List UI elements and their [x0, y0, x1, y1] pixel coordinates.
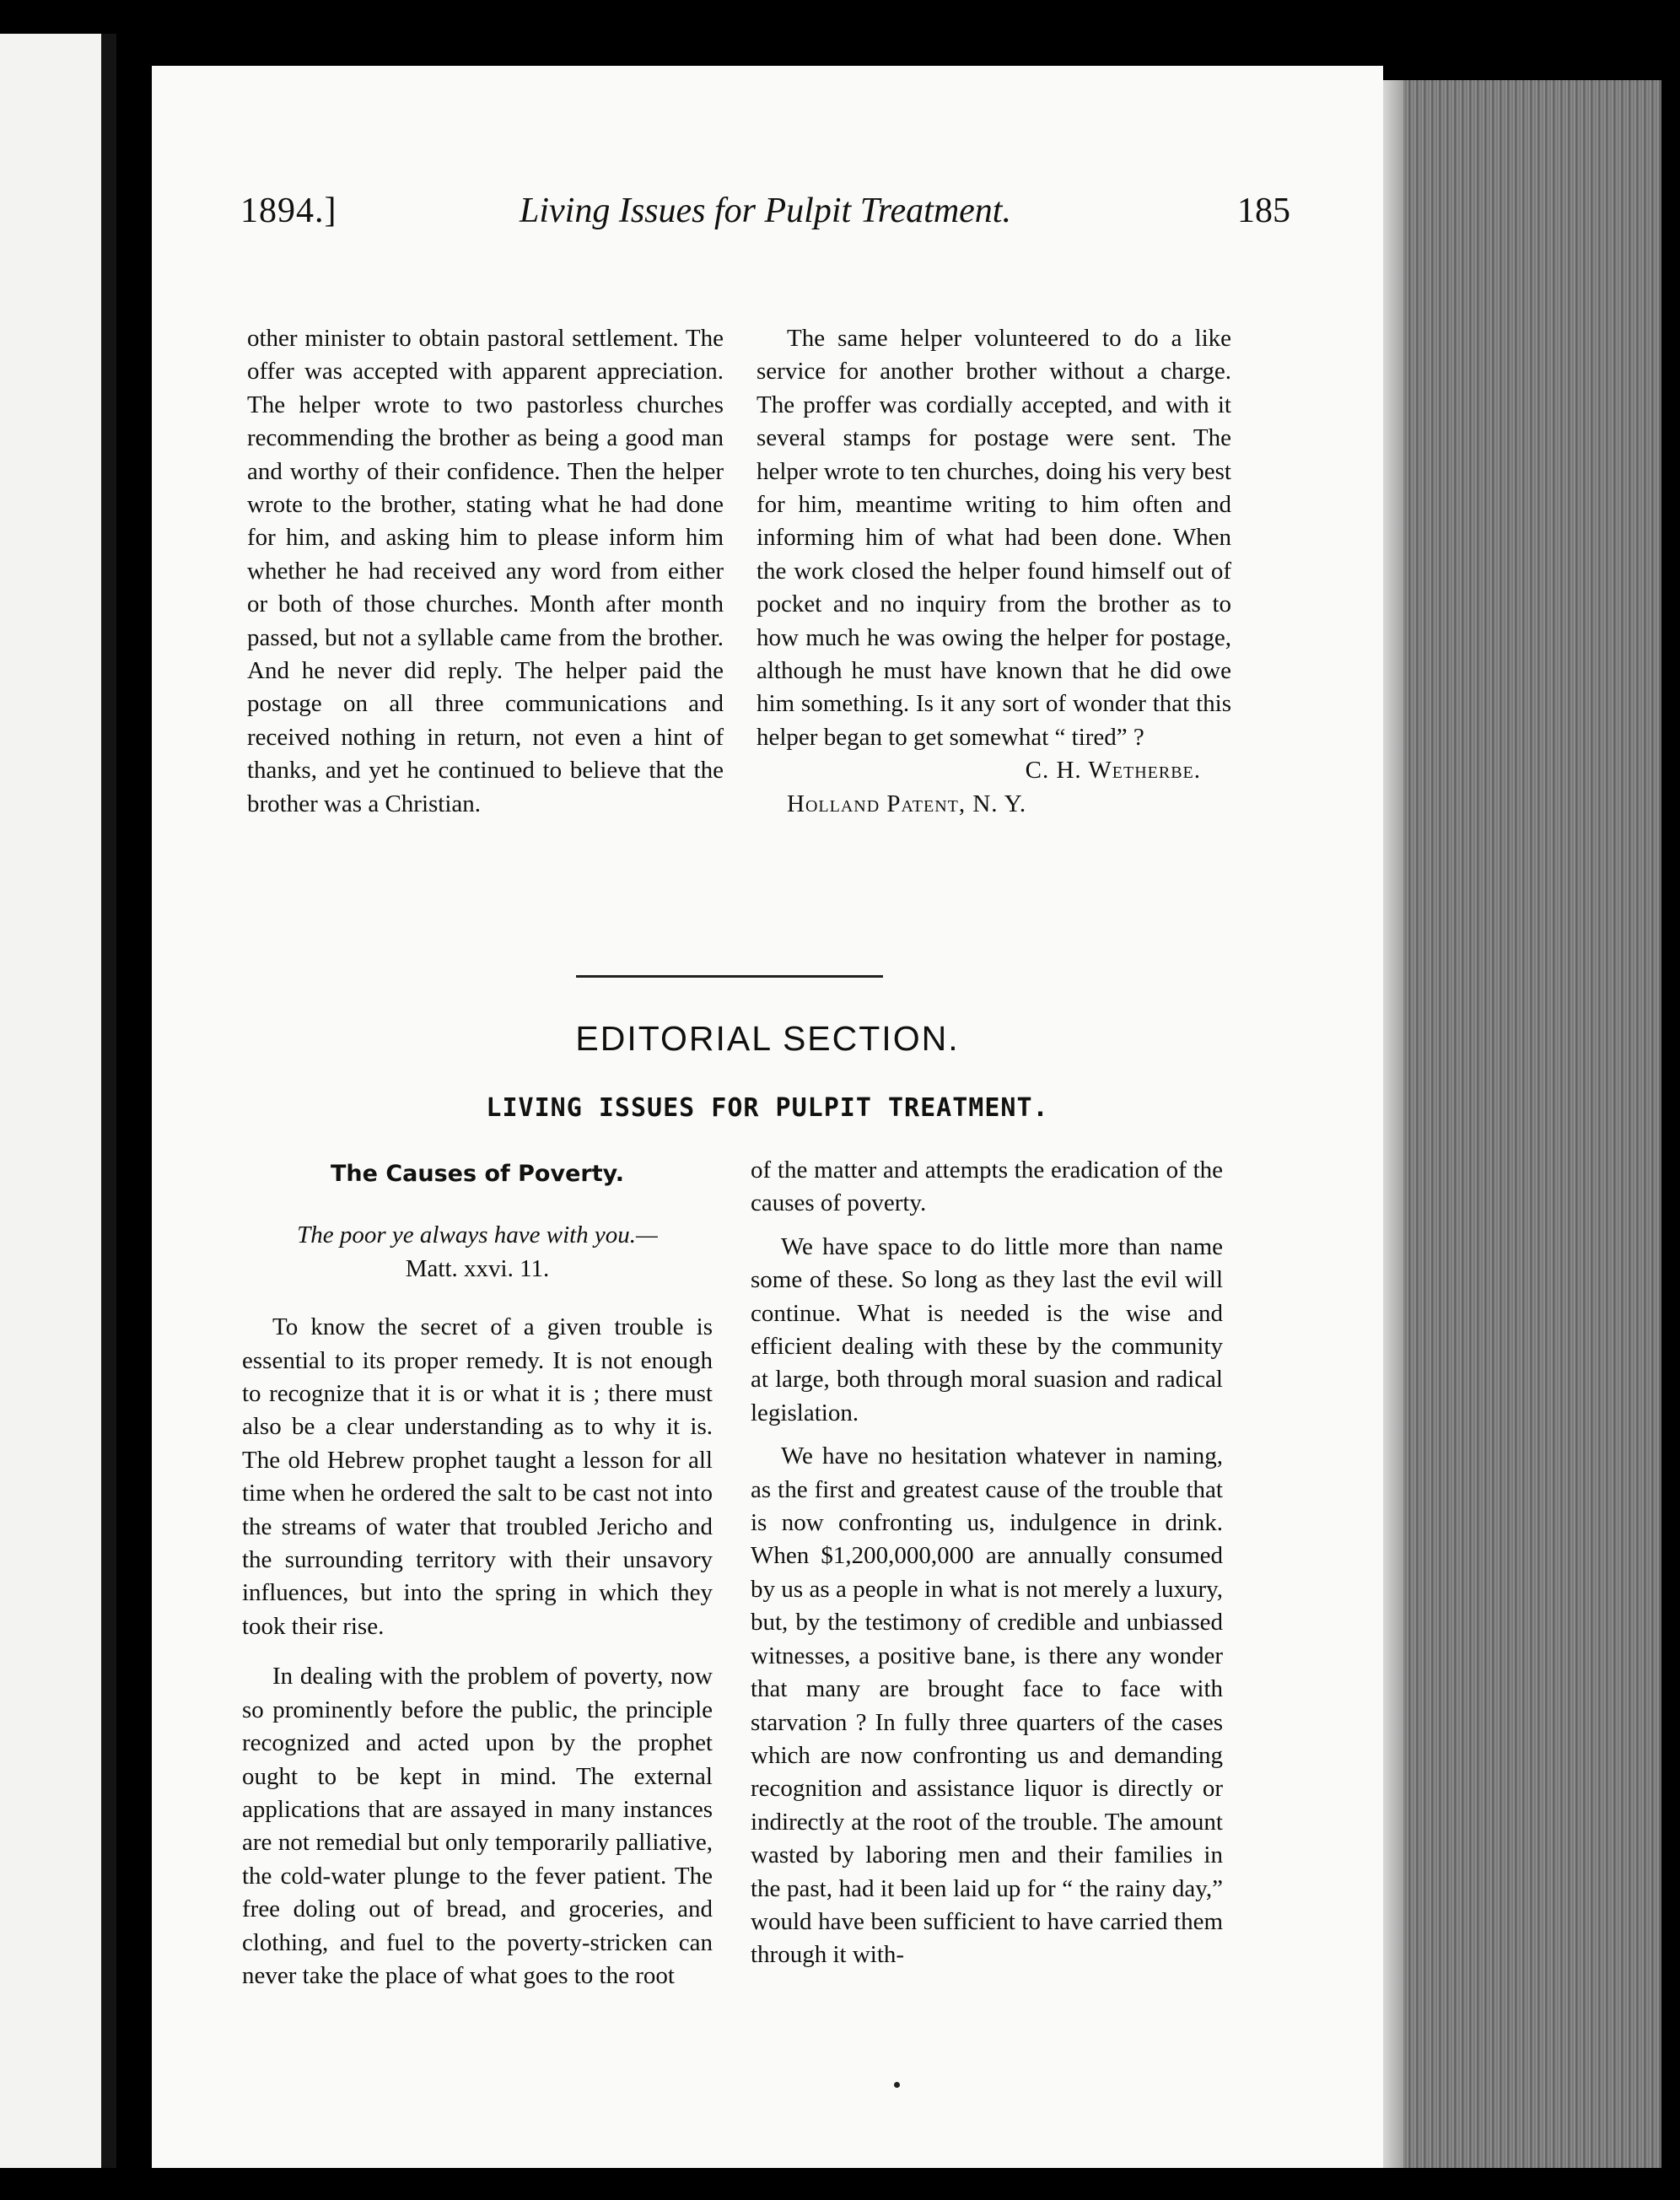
facing-page-edge [0, 34, 116, 2168]
bottom-right-column [751, 1154, 1223, 1972]
paragraph: We have space to do little more than name some of these. So long as they last the evil will continue. What is needed is the wise and efficient dealing with these by the community at large, both through moral suasion and radical legislation. [751, 1232, 1223, 1426]
page-number: 185 [1237, 191, 1290, 230]
paragraph: other minister to obtain pastoral settlement. The offer was accepted with apparent appreciation. The helper wrote to two pastorless churches recommending the brother as being a good man and worthy of their confidence. Then the helper wrote to the brother, stating what he had done for him, and asking him to please inform him whether he had received any word from either or both of those churches. Month after month passed, but not a syllable came from the brother. And he never did reply. The helper paid the postage on all three communications and received nothing in return, not even a hint of thanks, and yet he continued to believe that the brother was a Christian. [247, 325, 724, 817]
top-right-column [757, 322, 1231, 821]
section-divider [576, 975, 883, 978]
scan-border [0, 2168, 1680, 2200]
paragraph: The same helper volunteered to do a like service for another brother without a charge. The proffer was cordially accepted, and with it several stamps for postage were sent. The helper wrote to ten churches, doing his very best for him, meantime writing to him often and informing him of what had been done. When the work closed the helper found himself out of pocket and no inquiry from the brother as to how much he was owing the helper for postage, although he must have known that he did owe him something. Is it any sort of wonder that this helper began to get somewhat “ tired” ? [757, 325, 1231, 751]
epigraph-text: The poor ye always have with you.— [297, 1221, 658, 1249]
author-signature: C. H. Wetherbe. [1025, 757, 1201, 785]
epigraph-reference: Matt. xxvi. 11. [405, 1254, 550, 1282]
book-fore-edge [1383, 80, 1661, 2168]
section-title: EDITORIAL SECTION. [575, 1019, 960, 1058]
running-head-year: 1894.] [240, 191, 337, 230]
page-mark [894, 2082, 900, 2088]
running-head-title: Living Issues for Pulpit Treatment. [520, 191, 1011, 230]
paragraph: To know the secret of a given trouble is essential to its proper remedy. It is not enough to recognize that it is or what it is ; there must also be a clear understanding as to why it is. The old Hebrew prophet taught a lesson for all time when he ordered the salt to be cast not into the streams of water that troubled Jericho and the surrounding territory with their unsavory influences, but into the spring in which they took their rise. [242, 1313, 713, 1640]
author-location: Holland Patent, N. Y. [787, 790, 1027, 817]
book-page [152, 66, 1383, 2168]
subsection-title: LIVING ISSUES FOR PULPIT TREATMENT. [486, 1093, 1049, 1123]
paragraph: of the matter and attempts the eradication of the causes of poverty. [751, 1157, 1223, 1217]
article-title: The Causes of Poverty. [330, 1161, 624, 1187]
epigraph [242, 1219, 713, 1286]
paragraph: We have no hesitation whatever in naming, as the first and greatest cause of the trouble that is now confronting us, indulgence in drink. When $1,200,000,000 are annually consumed by us as a people in what is not merely a luxury, but, by the testimony of credible and unbiassed witnesses, a positive bane, is there any wonder that many are brought face to face with starvation ? In fully three quarters of the cases which are now confronting us and demanding recognition and assistance liquor is directly or indirectly at the root of the trouble. The amount wasted by laboring men and their families in the past, had it been laid up for “ the rainy day,” would have been sufficient to have carried them through it with- [751, 1442, 1223, 1969]
top-left-column [247, 322, 724, 821]
bottom-left-column [242, 1154, 713, 1992]
paragraph: In dealing with the problem of poverty, now so prominently before the public, the principle recognized and acted upon by the prophet ought to be kept in mind. The external applications that are assayed in many instances are not remedial but only temporarily palliative, the cold-water plunge to the fever patient. The free doling out of bread, and groceries, and clothing, and fuel to the poverty-stricken can never take the place of what goes to the root [242, 1663, 713, 1989]
running-head [240, 191, 1290, 250]
